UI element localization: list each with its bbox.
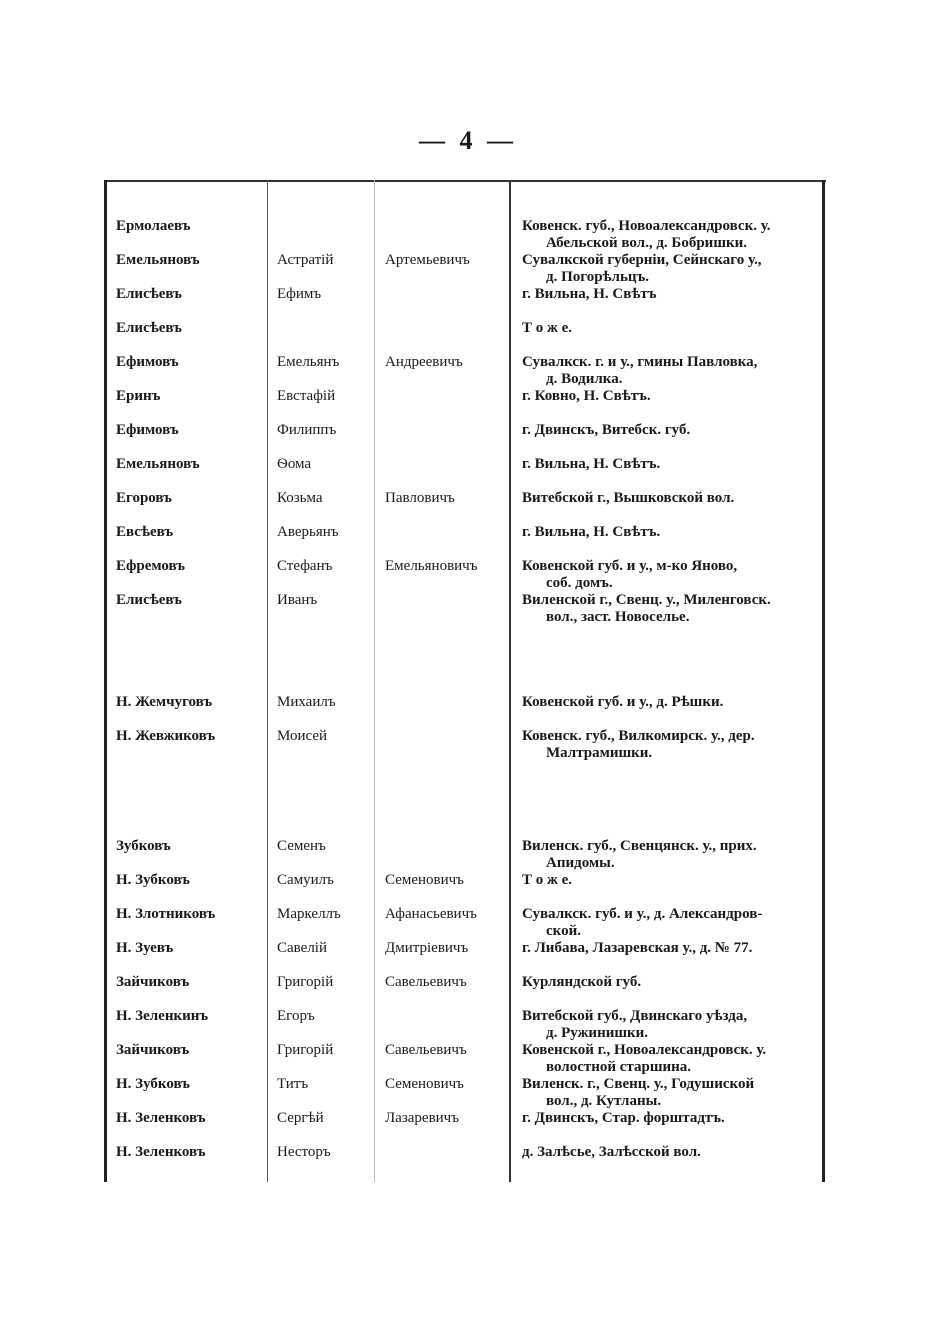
place-line-continued: д. Погорѣльцъ. [546, 269, 650, 285]
name-cell: Самуилъ [277, 872, 334, 888]
place-line: г. Двинскъ, Витебск. губ. [522, 422, 691, 438]
place-line: Виленской г., Свенц. у., Миленговск. [522, 592, 771, 608]
place-line-continued: соб. домъ. [546, 575, 613, 591]
name-cell: Несторъ [277, 1144, 331, 1160]
surname-cell: Ермолаевъ [116, 218, 191, 234]
name-cell: Моисей [277, 728, 328, 744]
surname-cell: Ефимовъ [116, 422, 179, 438]
place-line: Т о ж е. [522, 320, 573, 336]
place-cell [522, 872, 822, 889]
place-line: Т о ж е. [522, 872, 573, 888]
name-cell: Титъ [277, 1076, 309, 1092]
column-divider-patronymic [509, 180, 511, 1182]
place-cell [522, 558, 822, 592]
place-cell [522, 1008, 822, 1042]
surname-cell: Зайчиковъ [116, 1042, 190, 1058]
surname-cell: Н. Зеленкинъ [116, 1008, 209, 1024]
patronymic-cell: Афанасьевичъ [385, 906, 477, 922]
surname-cell: Емельяновъ [116, 456, 200, 472]
place-cell [522, 592, 822, 626]
name-cell: Филиппъ [277, 422, 337, 438]
surname-cell: Елисѣевъ [116, 320, 182, 336]
surname-cell: Еринъ [116, 388, 161, 404]
place-cell [522, 694, 822, 711]
place-line-continued: д. Ружинишки. [546, 1025, 649, 1041]
place-cell [522, 940, 822, 957]
surname-cell: Н. Жевжиковъ [116, 728, 216, 744]
place-cell [522, 974, 822, 991]
place-cell [522, 456, 822, 473]
name-cell: Сергѣй [277, 1110, 324, 1126]
place-line: Ковенской губ. и у., м-ко Яново, [522, 558, 738, 574]
place-cell [522, 252, 822, 286]
surname-cell: Елисѣевъ [116, 592, 182, 608]
place-line: Ковенской губ. и у., д. Рѣшки. [522, 694, 724, 710]
surname-cell: Зайчиковъ [116, 974, 190, 990]
place-line: Ковенской г., Новоалександровск. у. [522, 1042, 767, 1058]
name-cell: Савелій [277, 940, 327, 956]
place-cell [522, 838, 822, 872]
patronymic-cell: Емельяновичъ [385, 558, 478, 574]
name-cell: Михаилъ [277, 694, 336, 710]
surname-cell: Ефимовъ [116, 354, 179, 370]
place-line-continued: Малтрамишки. [546, 745, 653, 761]
place-line: Виленск. губ., Свенцянск. у., прих. [522, 838, 757, 854]
surname-cell: Н. Зеленковъ [116, 1110, 206, 1126]
place-line: Сувалкской губерніи, Сейнскаго у., [522, 252, 762, 268]
patronymic-cell: Андреевичъ [385, 354, 463, 370]
surname-cell: Зубковъ [116, 838, 171, 854]
place-line-continued: Абельской вол., д. Бобришки. [546, 235, 748, 251]
patronymic-cell: Павловичъ [385, 490, 455, 506]
name-cell: Маркеллъ [277, 906, 341, 922]
place-line: Сувалкск. губ. и у., д. Александров- [522, 906, 763, 922]
place-line: д. Залѣсье, Залѣсской вол. [522, 1144, 701, 1160]
place-line: Витебской г., Вышковской вол. [522, 490, 735, 506]
surname-cell: Н. Зуевъ [116, 940, 174, 956]
name-cell: Егоръ [277, 1008, 315, 1024]
name-cell: Емельянъ [277, 354, 340, 370]
place-line-continued: вол., д. Кутланы. [546, 1093, 662, 1109]
name-cell: Ефимъ [277, 286, 322, 302]
place-line: г. Двинскъ, Стар. форштадтъ. [522, 1110, 725, 1126]
place-line: г. Ковно, Н. Свѣтъ. [522, 388, 651, 404]
place-line: г. Либава, Лазаревская у., д. № 77. [522, 940, 753, 956]
page-number: — 4 — [419, 126, 517, 155]
name-cell: Григорій [277, 974, 334, 990]
place-cell [522, 1076, 822, 1110]
place-line: Виленск. г., Свенц. у., Годушиской [522, 1076, 755, 1092]
surname-cell: Н. Злотниковъ [116, 906, 216, 922]
patronymic-cell: Артемьевичъ [385, 252, 470, 268]
place-line: Сувалкск. г. и у., гмины Павловка, [522, 354, 758, 370]
place-cell [522, 728, 822, 762]
place-line: г. Вильна, Н. Свѣтъ [522, 286, 657, 302]
patronymic-cell: Семеновичъ [385, 872, 464, 888]
surname-cell: Евсѣевъ [116, 524, 174, 540]
column-divider-surname [267, 180, 268, 1182]
surname-cell: Елисѣевъ [116, 286, 182, 302]
place-cell [522, 354, 822, 388]
place-line: г. Вильна, Н. Свѣтъ. [522, 524, 661, 540]
place-line-continued: ской. [546, 923, 581, 939]
name-cell: Евстафій [277, 388, 336, 404]
name-cell: Иванъ [277, 592, 318, 608]
name-cell: Григорій [277, 1042, 334, 1058]
place-line-continued: вол., заст. Новоселье. [546, 609, 690, 625]
surname-cell: Егоровъ [116, 490, 172, 506]
name-cell: Козьма [277, 490, 323, 506]
surname-cell: Н. Зубковъ [116, 872, 190, 888]
place-cell [522, 1042, 822, 1076]
column-divider-name [374, 180, 375, 1182]
patronymic-cell: Савельевичъ [385, 1042, 467, 1058]
registry-table [104, 180, 826, 1182]
place-cell [522, 1110, 822, 1127]
patronymic-cell: Дмитріевичъ [385, 940, 469, 956]
place-line-continued: Апидомы. [546, 855, 615, 871]
patronymic-cell: Семеновичъ [385, 1076, 464, 1092]
place-line: Ковенск. губ., Вилкомирск. у., дер. [522, 728, 755, 744]
place-line: г. Вильна, Н. Свѣтъ. [522, 456, 661, 472]
place-cell [522, 1144, 822, 1161]
patronymic-cell: Савельевичъ [385, 974, 467, 990]
name-cell: Аверьянъ [277, 524, 339, 540]
surname-cell: Н. Зубковъ [116, 1076, 190, 1092]
place-line-continued: волостной старшина. [546, 1059, 692, 1075]
surname-cell: Н. Зеленковъ [116, 1144, 206, 1160]
patronymic-cell: Лазаревичъ [385, 1110, 459, 1126]
name-cell: Астратій [277, 252, 334, 268]
place-cell [522, 490, 822, 507]
table-left-border [104, 180, 107, 1182]
place-cell [522, 388, 822, 405]
place-cell [522, 320, 822, 337]
place-cell [522, 906, 822, 940]
place-cell [522, 218, 822, 252]
table-right-border [822, 180, 825, 1182]
place-line: Ковенск. губ., Новоалександровск. у. [522, 218, 771, 234]
place-line-continued: д. Водилка. [546, 371, 623, 387]
table-top-rule [104, 180, 826, 182]
place-cell [522, 524, 822, 541]
surname-cell: Емельяновъ [116, 252, 200, 268]
name-cell: Стефанъ [277, 558, 333, 574]
place-cell [522, 286, 822, 303]
name-cell: Ѳома [277, 456, 312, 472]
place-cell [522, 422, 822, 439]
place-line: Курляндской губ. [522, 974, 642, 990]
place-line: Витебской губ., Двинскаго уѣзда, [522, 1008, 748, 1024]
name-cell: Семенъ [277, 838, 326, 854]
surname-cell: Ефремовъ [116, 558, 186, 574]
surname-cell: Н. Жемчуговъ [116, 694, 213, 710]
